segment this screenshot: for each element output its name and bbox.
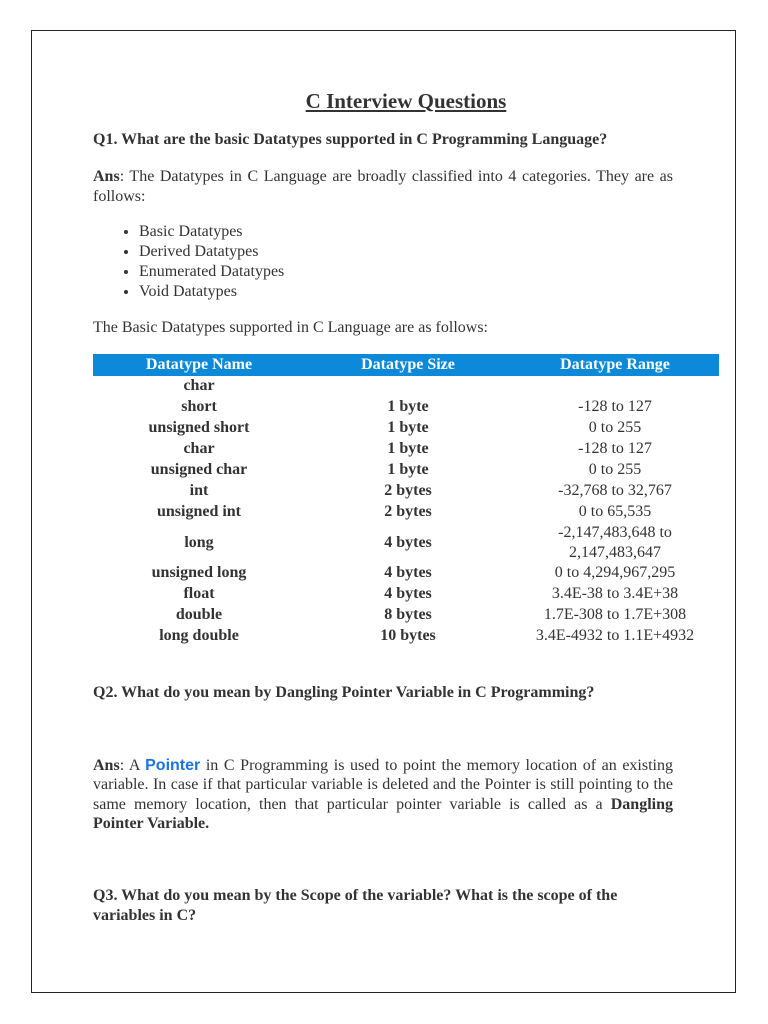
table-header: Datatype Size (305, 354, 511, 376)
list-item: • Void Datatypes (139, 282, 719, 302)
answer-2-text-start: : A (119, 756, 146, 774)
table-cell: double (175, 606, 223, 623)
table-cell: 4 bytes (384, 533, 432, 551)
table-row (93, 584, 719, 605)
table-cell (305, 376, 511, 397)
answer-2-text: in C Programming is used to point the memory location of an existing variable. In case if that particular variable is deleted and the Pointer is still pointing to the same memory location, then that particular pointer variable is called as a (93, 756, 673, 813)
answer-1 (93, 167, 673, 206)
table-row (93, 418, 719, 439)
table-cell: 4 bytes (384, 564, 432, 581)
list-item: • Derived Datatypes (139, 242, 719, 262)
table-cell: 3.4E-38 to 3.4E+38 (551, 585, 679, 602)
list-item: • Basic Datatypes (139, 222, 719, 242)
table-cell: unsigned short (148, 419, 250, 436)
table-cell: -2,147,483,648 to 2,147,483,647 (558, 523, 672, 561)
table-cell: 0 to 65,535 (578, 503, 652, 520)
table-cell: -128 to 127 (578, 398, 652, 415)
table-cell: unsigned char (150, 461, 248, 478)
answer-1-text: : The Datatypes in C Language are broadly classified into 4 categories. They are as follows: (93, 168, 673, 205)
table-cell (511, 376, 719, 397)
table-row (93, 605, 719, 626)
table-row (93, 523, 719, 563)
table-cell: 1 byte (387, 440, 429, 457)
basic-datatypes-intro: The Basic Datatypes supported in C Language are as follows: (93, 319, 488, 336)
table-cell: 1 byte (387, 419, 429, 436)
table-header: Datatype Range (511, 354, 719, 376)
table-cell: float (183, 585, 215, 602)
table-cell: unsigned int (156, 503, 242, 520)
table-cell: int (189, 482, 209, 499)
table-cell: 0 to 255 (588, 419, 642, 436)
table-row (93, 397, 719, 418)
table-row (93, 563, 719, 584)
dangling-pointer-term: Dangling Pointer Variable. (93, 795, 673, 832)
table-row (93, 460, 719, 481)
table-row (93, 481, 719, 502)
table-header: Datatype Name (93, 354, 305, 376)
table-header-row (93, 354, 719, 376)
table-cell: 1 byte (387, 461, 429, 478)
table-row (93, 626, 719, 647)
table-row (93, 439, 719, 460)
table-cell: 3.4E-4932 to 1.1E+4932 (535, 627, 695, 644)
table-cell: unsigned long (151, 564, 247, 581)
answer-2 (93, 756, 673, 834)
question-1: Q1. What are the basic Datatypes supported in C Programming Language? (93, 131, 608, 148)
table-cell: 10 bytes (380, 627, 436, 644)
table-cell: 1 byte (387, 398, 429, 415)
table-cell: char (183, 440, 215, 457)
table-cell: short (181, 398, 217, 415)
table-cell: 2 bytes (384, 503, 432, 520)
document-content (93, 86, 719, 926)
table-cell: 0 to 255 (588, 461, 642, 478)
table-cell: char (183, 377, 215, 394)
table-cell: 0 to 4,294,967,295 (554, 564, 676, 581)
table-cell: 8 bytes (384, 606, 432, 623)
table-cell: 4 bytes (384, 585, 432, 602)
table-cell: -32,768 to 32,767 (558, 482, 672, 499)
list-item: • Enumerated Datatypes (139, 262, 719, 282)
table-cell: long double (159, 627, 239, 644)
datatype-category-list (93, 222, 719, 302)
question-3: Q3. What do you mean by the Scope of the variable? What is the scope of the variables in C? (93, 886, 618, 924)
pointer-link[interactable]: Pointer (145, 756, 201, 774)
table-cell: 2 bytes (384, 482, 432, 499)
question-2: Q2. What do you mean by Dangling Pointer Variable in C Programming? (93, 683, 595, 701)
answer-label: Ans (93, 168, 120, 185)
datatype-table (93, 354, 719, 647)
answer-label: Ans (93, 756, 120, 774)
table-cell: 1.7E-308 to 1.7E+308 (543, 606, 687, 623)
table-row (93, 376, 719, 397)
table-row (93, 502, 719, 523)
document-title: C Interview Questions (305, 89, 507, 113)
table-cell: -128 to 127 (578, 440, 652, 457)
table-cell: long (184, 533, 214, 551)
